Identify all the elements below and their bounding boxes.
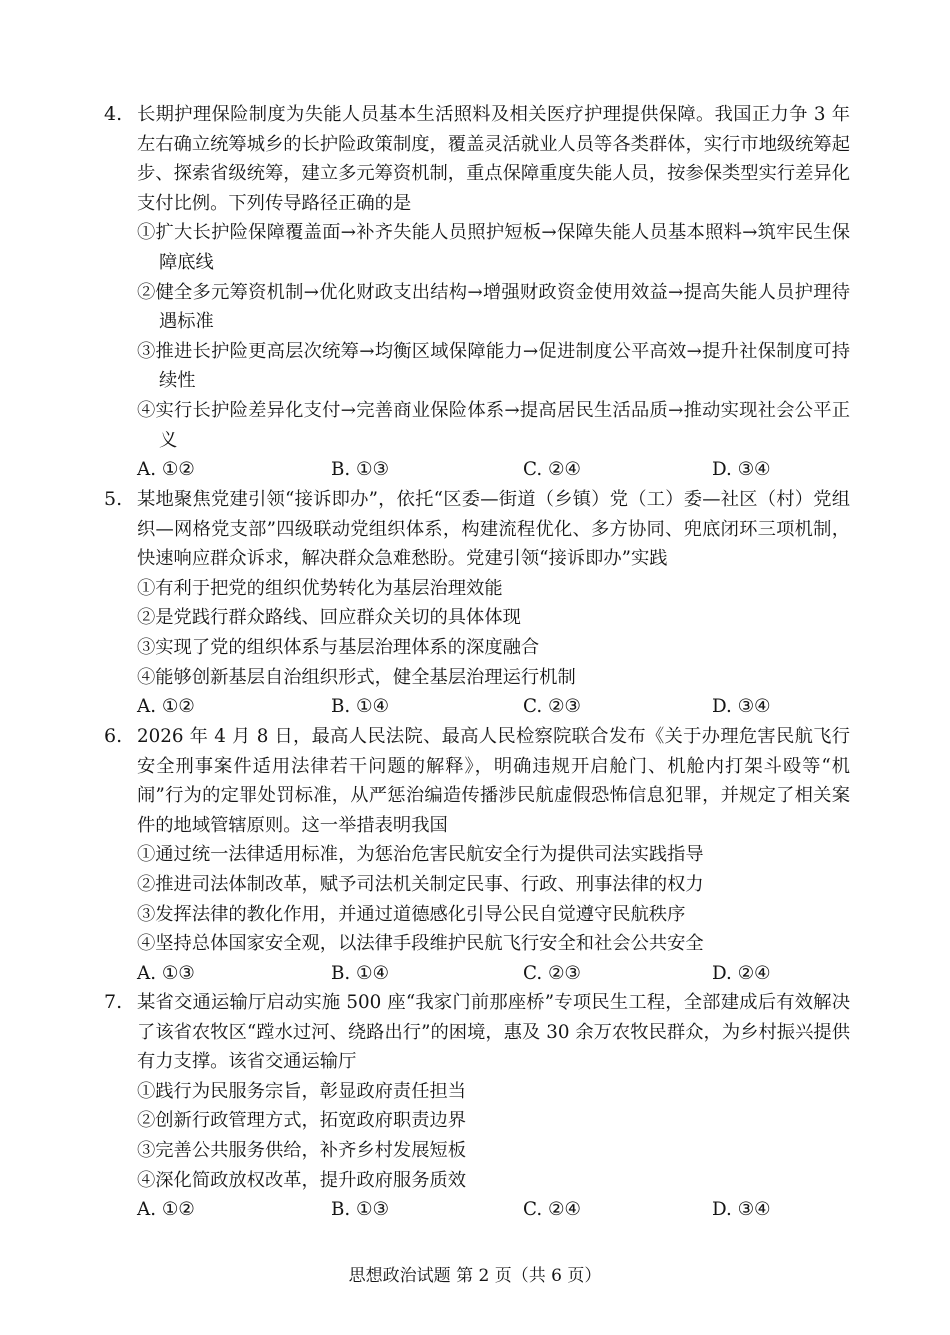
choice-c: C. ②④ (523, 1199, 581, 1221)
question-5 (104, 485, 850, 722)
choice-a: A. ①③ (137, 962, 195, 984)
statement-2: ②创新行政管理方式，拓宽政府职责边界 (137, 1110, 467, 1132)
statement-2: ②是党践行群众路线、回应群众关切的具体体现 (137, 607, 521, 629)
question-stem: 长期护理保险制度为失能人员基本生活照料及相关医疗护理提供保障。我国正力争 3 年左右确立统筹城乡的长护险政策制度，覆盖灵活就业人员等各类群体，实行市地级统筹起步、探索省级统筹，建立多元筹资机制，重点保障重度失能人员，按参保类型实行差异化支付比例。下列传导路径正确的是 (137, 104, 850, 214)
choice-b: B. ①④ (331, 696, 389, 718)
statement-3: ③实现了党的组织体系与基层治理体系的深度融合 (137, 636, 540, 658)
question-number: 4. (104, 103, 123, 125)
answer-choices (137, 959, 850, 989)
choice-c: C. ②③ (523, 962, 581, 984)
answer-choices (137, 692, 850, 722)
statement-1: ①践行为民服务宗旨，彰显政府责任担当 (137, 1080, 467, 1102)
choice-a: A. ①② (137, 696, 195, 718)
answer-choices (137, 1195, 850, 1225)
question-number: 5. (104, 488, 123, 510)
statement-4: ④深化简政放权改革，提升政府服务质效 (137, 1169, 467, 1191)
statement-4: ④实行长护险差异化支付→完善商业保险体系→提高居民生活品质→推动实现社会公平正义 (137, 399, 850, 451)
statement-2: ②推进司法体制改革，赋予司法机关制定民事、行政、刑事法律的权力 (137, 873, 704, 895)
statement-3: ③完善公共服务供给，补齐乡村发展短板 (137, 1139, 467, 1161)
choice-d: D. ③④ (712, 459, 771, 481)
question-stem: 某省交通运输厅启动实施 500 座“我家门前那座桥”专项民生工程，全部建成后有效解决了该省农牧区“蹚水过河、绕路出行”的困境，惠及 30 余万农牧民群众，为乡村振兴提供有力支撑。该省交通运输厅 (137, 992, 850, 1073)
question-number: 6. (104, 725, 123, 747)
statement-3: ③发挥法律的教化作用，并通过道德感化引导公民自觉遵守民航秩序 (137, 903, 686, 925)
question-7 (104, 988, 850, 1225)
statement-2: ②健全多元筹资机制→优化财政支出结构→增强财政资金使用效益→提高失能人员护理待遇标准 (137, 281, 850, 333)
question-stem: 某地聚焦党建引领“接诉即办”，依托“区委—街道（乡镇）党（工）委—社区（村）党组织—网格党支部”四级联动党组织体系，构建流程优化、多方协同、兜底闭环三项机制，快速响应群众诉求，解决群众急难愁盼。党建引领“接诉即办”实践 (137, 489, 850, 570)
choice-d: D. ③④ (712, 1199, 771, 1221)
statement-1: ①扩大长护险保障覆盖面→补齐失能人员照护短板→保障失能人员基本照料→筑牢民生保障底线 (137, 222, 850, 273)
statement-1: ①通过统一法律适用标准，为惩治危害民航安全行为提供司法实践指导 (137, 844, 704, 866)
choice-c: C. ②③ (523, 696, 581, 718)
question-stem: 2026 年 4 月 8 日，最高人民法院、最高人民检察院联合发布《关于办理危害民航飞行安全刑事案件适用法律若干问题的解释》，明确违规开启舱门、机舱内打架斗殴等“机闹”行为的定罪处罚标准，从严惩治编造传播涉民航虚假恐怖信息犯罪，并规定了相关案件的地域管辖原则。这一举措表明我国 (137, 726, 850, 836)
page-footer: 思想政治试题 第 2 页（共 6 页） (348, 1266, 602, 1286)
choice-b: B. ①③ (331, 459, 389, 481)
choice-d: D. ③④ (712, 696, 771, 718)
choice-a: A. ①② (137, 459, 195, 481)
question-4 (104, 100, 850, 485)
choice-d: D. ②④ (712, 962, 771, 984)
statement-3: ③推进长护险更高层次统筹→均衡区域保障能力→促进制度公平高效→提升社保制度可持续性 (137, 340, 850, 392)
choice-b: B. ①③ (331, 1199, 389, 1221)
choice-a: A. ①② (137, 1199, 195, 1221)
choice-b: B. ①④ (331, 962, 389, 984)
choice-c: C. ②④ (523, 459, 581, 481)
answer-choices (137, 455, 850, 485)
statement-1: ①有利于把党的组织优势转化为基层治理效能 (137, 577, 503, 599)
question-6 (104, 722, 850, 988)
statement-4: ④坚持总体国家安全观，以法律手段维护民航飞行安全和社会公共安全 (137, 933, 704, 955)
question-number: 7. (104, 991, 123, 1013)
statement-4: ④能够创新基层自治组织形式，健全基层治理运行机制 (137, 666, 576, 688)
